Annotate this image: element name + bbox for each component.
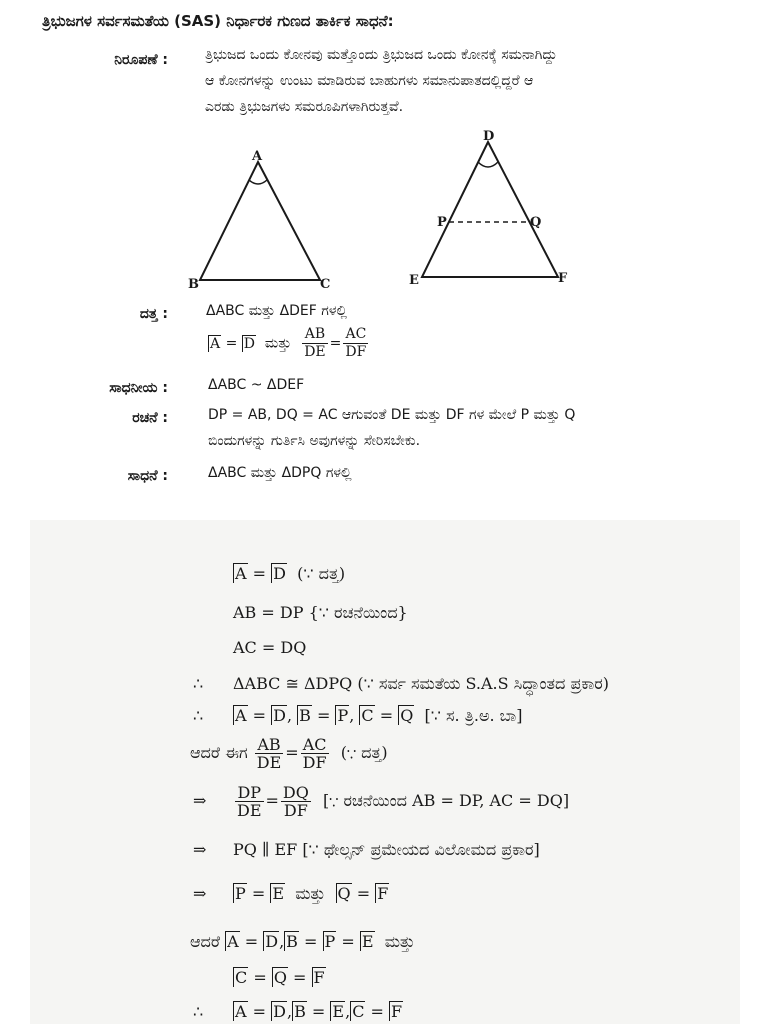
proof-label: ಸಾಧನೆ :	[38, 468, 168, 484]
proof-step-8: ⇒ PQ ∥ EF [∵ ಥೇಲ್ಸನ್ ಪ್ರಮೇಯದ ವಿಲೋಮದ ಪ್ರಕಾರ]	[193, 840, 540, 859]
proof-step-4: ∴ ΔABC ≅ ΔDPQ (∵ ಸರ್ವ ಸಮತೆಯ S.A.S ಸಿದ್ಧಾಂತದ ಪ್ರಕಾರ)	[193, 674, 609, 693]
data-given	[208, 326, 370, 361]
fraction: $\frac{AC}{DF}$	[302, 735, 327, 772]
equals-sign: =	[329, 335, 342, 352]
triangle-figures	[0, 120, 768, 420]
statement-line: ಎರಡು ತ್ರಿಭುಜಗಳು ಸಮರೂಪಿಗಳಾಗಿರುತ್ತವೆ.	[205, 99, 404, 115]
fraction: $\frac{DP}{DE}$	[237, 783, 262, 820]
to-prove-text: ΔABC ~ ΔDEF	[208, 377, 305, 393]
to-prove-label: ಸಾಧನೀಯ :	[38, 380, 168, 396]
page-heading: ತ್ರಿಭುಜಗಳ ಸರ್ವಸಮತೆಯ (SAS) ನಿರ್ಧಾರಕ ಗುಣದ ತಾರ್ಕಿಕ ಸಾಧನೆ:	[42, 12, 394, 30]
proof-step-11: C = Q = F	[235, 968, 325, 987]
statement-text	[205, 42, 557, 120]
angle-symbol: A	[210, 335, 221, 352]
data-line: ΔABC ಮತ್ತು ΔDEF ಗಳಲ್ಲಿ	[206, 303, 348, 319]
proof-step-9: ⇒ P = E ಮತ್ತು Q = F	[193, 884, 389, 903]
proof-step-1: A = D (∵ ದತ್ತ)	[235, 564, 346, 583]
vertex-label: D	[483, 129, 495, 144]
proof-step-5: ∴ A = D, B = P, C = Q [∵ ಸ. ತ್ರಿ.ಅ. ಬಾ]	[193, 706, 523, 725]
construction-text	[208, 402, 575, 454]
proof-intro: ΔABC ಮತ್ತು ΔDPQ ಗಳಲ್ಲಿ	[208, 465, 352, 481]
fraction: $\frac{AC}{DF}$	[345, 326, 367, 360]
vertex-label: P	[437, 215, 447, 230]
statement-label: ನಿರೂಪಣೆ :	[38, 52, 168, 68]
proof-step-7: ⇒ $\frac{DP}{DE}$ = $\frac{DQ}{DF}$ [∵ ರಚನೆಯಿಂದ AB = DP, AC = DQ]	[193, 783, 570, 820]
construction-label: ರಚನೆ :	[38, 410, 168, 426]
and-word: ಮತ್ತು	[264, 335, 292, 352]
vertex-label: F	[558, 271, 568, 286]
statement-line: ಆ ಕೋನಗಳನ್ನು ಉಂಟು ಮಾಡಿರುವ ಬಾಹುಗಳು ಸಮಾನುಪಾತದಲ್ಲಿದ್ದರೆ ಆ	[205, 73, 534, 89]
construction-line: ಬಿಂದುಗಳನ್ನು ಗುರ್ತಿಸಿ ಅವುಗಳನ್ನು ಸೇರಿಸಬೇಕು.	[208, 433, 421, 449]
fraction: $\frac{DQ}{DF}$	[282, 783, 309, 820]
statement-line: ತ್ರಿಭುಜದ ಒಂದು ಕೋನವು ಮತ್ತೊಂದು ತ್ರಿಭುಜದ ಒಂದು ಕೋನಕ್ಕೆ ಸಮನಾಗಿದ್ದು	[205, 47, 558, 63]
vertex-label: B	[188, 277, 199, 292]
vertex-label: E	[409, 273, 419, 288]
triangle-def	[409, 129, 568, 288]
proof-step-6: ಆದರೆ ಈಗ $\frac{AB}{DE}$ = $\frac{AC}{DF}$ (∵ ದತ್ತ)	[190, 735, 388, 772]
proof-step-2: AB = DP {∵ ರಚನೆಯಿಂದ}	[233, 603, 408, 622]
proof-step-3: AC = DQ	[233, 638, 307, 657]
data-label: ದತ್ತ :	[38, 306, 168, 322]
fraction: $\frac{AB}{DE}$	[256, 735, 282, 772]
proof-step-12: ∴ A = D, B = E, C = F	[193, 1002, 403, 1021]
construction-line: DP = AB, DQ = AC ಆಗುವಂತೆ DE ಮತ್ತು DF ಗಳ ಮೇಲೆ P ಮತ್ತು Q	[208, 407, 576, 423]
equals-sign: =	[225, 335, 238, 352]
vertex-label: Q	[530, 215, 542, 230]
proof-step-10: ಆದರೆ A = D, B = P = E ಮತ್ತು	[190, 932, 415, 951]
vertex-label: C	[320, 277, 331, 292]
vertex-label: A	[252, 149, 263, 164]
fraction: $\frac{AB}{DE}$	[304, 326, 326, 360]
angle-symbol: D	[243, 335, 255, 352]
triangle-abc	[188, 149, 330, 292]
